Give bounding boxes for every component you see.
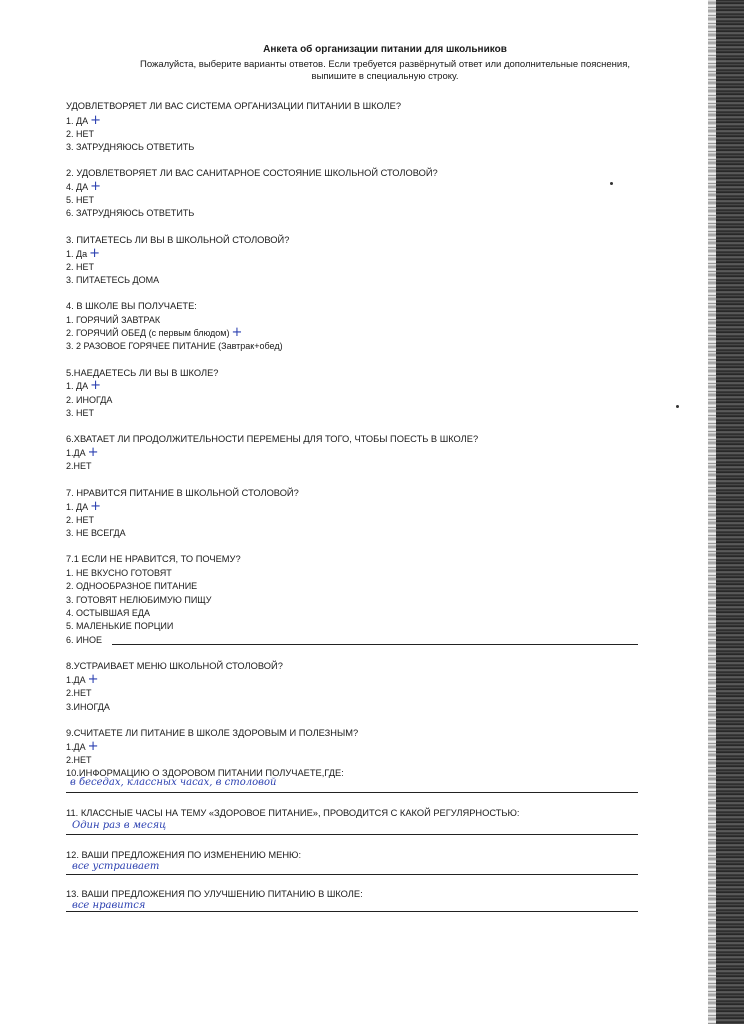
check-mark-icon: + <box>89 246 101 261</box>
q6-option-1[interactable]: 1.ДА + <box>66 445 99 460</box>
q71-option-1[interactable]: 1. НЕ ВКУСНО ГОТОВЯТ <box>66 568 172 578</box>
q3-option-2[interactable]: 2. НЕТ <box>66 262 95 272</box>
q2-option-3[interactable]: 6. ЗАТРУДНЯЮСЬ ОТВЕТИТЬ <box>66 208 195 218</box>
q3-option-1[interactable]: 1. Да + <box>66 246 101 261</box>
check-mark-icon: + <box>90 179 102 194</box>
q8-option-3[interactable]: 3.ИНОГДА <box>66 702 110 712</box>
q9-option-2[interactable]: 2.НЕТ <box>66 755 92 765</box>
q8-option-1[interactable]: 1.ДА + <box>66 672 99 687</box>
q7-option-3[interactable]: 3. НЕ ВСЕГДА <box>66 528 126 538</box>
q11-answer-line <box>66 834 638 835</box>
question-7-1: 7.1 ЕСЛИ НЕ НРАВИТСЯ, ТО ПОЧЕМУ? <box>66 554 241 564</box>
q13-answer-line <box>66 911 638 912</box>
question-12: 12. ВАШИ ПРЕДЛОЖЕНИЯ ПО ИЗМЕНЕНИЮ МЕНЮ: <box>66 850 302 860</box>
q11-handwritten-answer[interactable]: Один раз в месяц <box>72 820 167 831</box>
q10-handwritten-answer[interactable]: в беседах, классных часах, в столовой <box>70 777 277 788</box>
question-8: 8.УСТРАИВАЕТ МЕНЮ ШКОЛЬНОЙ СТОЛОВОЙ? <box>66 661 283 671</box>
scan-edge-artifact <box>708 0 744 1024</box>
scan-speck <box>610 182 613 185</box>
q4-option-2[interactable]: 2. ГОРЯЧИЙ ОБЕД (с первым блюдом) + <box>66 325 243 340</box>
q1-option-1[interactable]: 1. ДА + <box>66 113 102 128</box>
q5-option-1[interactable]: 1. ДА + <box>66 378 102 393</box>
q71-option-4[interactable]: 4. ОСТЫВШАЯ ЕДА <box>66 608 151 618</box>
instructions-line-2: выпишите в специальную строку. <box>311 71 459 82</box>
q4-option-1[interactable]: 1. ГОРЯЧИЙ ЗАВТРАК <box>66 315 161 325</box>
question-9: 9.СЧИТАЕТЕ ЛИ ПИТАНИЕ В ШКОЛЕ ЗДОРОВЫМ И ПОЛЕЗНЫМ? <box>66 728 359 738</box>
q71-option-2[interactable]: 2. ОДНООБРАЗНОЕ ПИТАНИЕ <box>66 581 198 591</box>
question-10: 10.ИНФОРМАЦИЮ О ЗДОРОВОМ ПИТАНИИ ПОЛУЧАЕТЕ,ГДЕ: <box>66 768 344 778</box>
check-mark-icon: + <box>90 499 102 514</box>
question-11: 11. КЛАССНЫЕ ЧАСЫ НА ТЕМУ «ЗДОРОВОЕ ПИТАНИЕ», ПРОВОДИТСЯ С КАКОЙ РЕГУЛЯРНОСТЬЮ: <box>66 808 520 818</box>
q12-answer-line <box>66 874 638 875</box>
question-6: 6.ХВАТАЕТ ЛИ ПРОДОЛЖИТЕЛЬНОСТИ ПЕРЕМЕНЫ ДЛЯ ТОГО, ЧТОБЫ ПОЕСТЬ В ШКОЛЕ? <box>66 434 479 444</box>
q3-option-3[interactable]: 3. ПИТАЕТЕСЬ ДОМА <box>66 275 160 285</box>
question-13: 13. ВАШИ ПРЕДЛОЖЕНИЯ ПО УЛУЧШЕНИЮ ПИТАНИЮ В ШКОЛЕ: <box>66 889 363 899</box>
q8-option-2[interactable]: 2.НЕТ <box>66 688 92 698</box>
q7-option-1[interactable]: 1. ДА + <box>66 499 102 514</box>
question-2: 2. УДОВЛЕТВОРЯЕТ ЛИ ВАС САНИТАРНОЕ СОСТОЯНИЕ ШКОЛЬНОЙ СТОЛОВОЙ? <box>66 168 438 178</box>
q6-option-2[interactable]: 2.НЕТ <box>66 461 92 471</box>
q1-option-2[interactable]: 2. НЕТ <box>66 129 95 139</box>
question-7: 7. НРАВИТСЯ ПИТАНИЕ В ШКОЛЬНОЙ СТОЛОВОЙ? <box>66 488 299 498</box>
q71-option-3[interactable]: 3. ГОТОВЯТ НЕЛЮБИМУЮ ПИЩУ <box>66 595 212 605</box>
q71-option-5[interactable]: 5. МАЛЕНЬКИЕ ПОРЦИИ <box>66 621 174 631</box>
q10-answer-line <box>66 792 638 793</box>
page-title: Анкета об организации питании для школьников <box>263 44 507 55</box>
question-3: 3. ПИТАЕТЕСЬ ЛИ ВЫ В ШКОЛЬНОЙ СТОЛОВОЙ? <box>66 235 290 245</box>
q2-option-1[interactable]: 4. ДА + <box>66 179 102 194</box>
other-answer-line[interactable] <box>112 644 638 645</box>
q12-handwritten-answer[interactable]: все устраивает <box>72 861 160 872</box>
q4-option-3[interactable]: 3. 2 РАЗОВОЕ ГОРЯЧЕЕ ПИТАНИЕ (Завтрак+обед) <box>66 341 283 351</box>
q9-option-1[interactable]: 1.ДА + <box>66 739 99 754</box>
question-4: 4. В ШКОЛЕ ВЫ ПОЛУЧАЕТЕ: <box>66 301 197 311</box>
question-1: УДОВЛЕТВОРЯЕТ ЛИ ВАС СИСТЕМА ОРГАНИЗАЦИИ ПИТАНИИ В ШКОЛЕ? <box>66 101 402 111</box>
check-mark-icon: + <box>90 378 102 393</box>
scan-speck <box>676 405 679 408</box>
check-mark-icon: + <box>87 672 99 687</box>
q5-option-3[interactable]: 3. НЕТ <box>66 408 95 418</box>
q71-option-6[interactable]: 6. ИНОЕ <box>66 635 102 645</box>
q5-option-2[interactable]: 2. ИНОГДА <box>66 395 113 405</box>
check-mark-icon: + <box>87 739 99 754</box>
q2-option-2[interactable]: 5. НЕТ <box>66 195 95 205</box>
q13-handwritten-answer[interactable]: все нравится <box>72 900 146 911</box>
check-mark-icon: + <box>87 445 99 460</box>
q7-option-2[interactable]: 2. НЕТ <box>66 515 95 525</box>
check-mark-icon: + <box>90 113 102 128</box>
instructions-line-1: Пожалуйста, выберите варианты ответов. Если требуется развёрнутый ответ или дополнительные пояснения, <box>139 59 630 70</box>
check-mark-icon: + <box>231 325 243 340</box>
question-5: 5.НАЕДАЕТЕСЬ ЛИ ВЫ В ШКОЛЕ? <box>66 368 219 378</box>
q1-option-3[interactable]: 3. ЗАТРУДНЯЮСЬ ОТВЕТИТЬ <box>66 142 195 152</box>
